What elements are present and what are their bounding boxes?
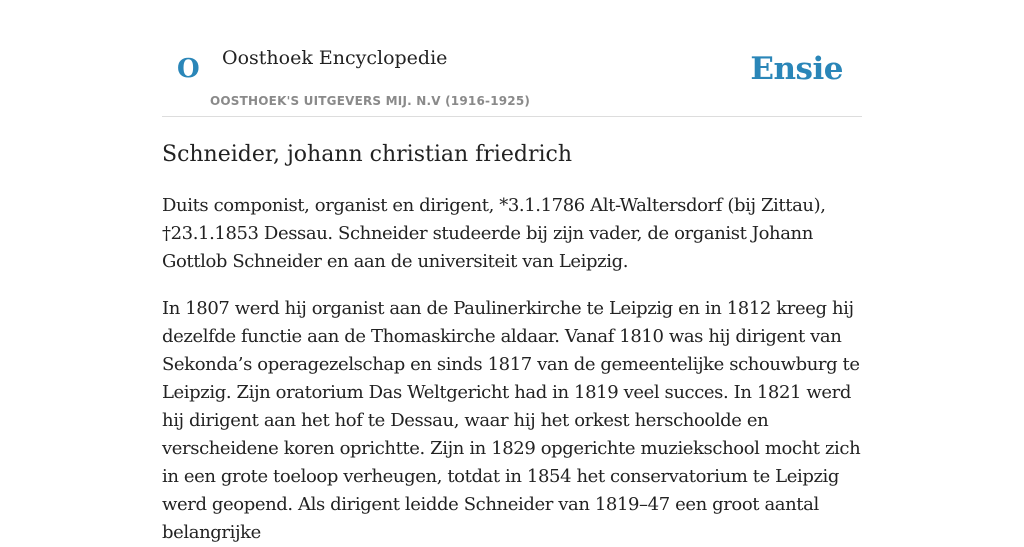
site-header	[162, 0, 862, 117]
site-title[interactable]: Oosthoek Encyclopedie	[222, 47, 448, 69]
page	[162, 0, 862, 543]
logo-mark[interactable]: O	[177, 54, 200, 84]
entry-title: Schneider, johann christian friedrich	[162, 142, 572, 167]
article-paragraph: In 1807 werd hij organist aan de Paulinerkirche te Leipzig en in 1812 kreeg hij dezelfde functie aan de Thomaskirche aldaar. Vanaf 1810 was hij dirigent van Sekonda’s operagezelschap en sinds 1817 van de gemeentelijke schouwburg te Leipzig. Zijn oratorium Das Weltgericht had in 1819 veel succes. In 1821 werd hij dirigent aan het hof te Dessau, waar hij het orkest herschoolde en verscheidene koren oprichtte. Zijn in 1829 opgerichte muziekschool mocht zich in een grote toeloop verheugen, totdat in 1854 het conservatorium te Leipzig werd geopend. Als dirigent leidde Schneider van 1819–47 een groot aantal belangrijke	[162, 298, 861, 543]
brand-logo-link[interactable]: Ensie	[750, 51, 843, 87]
article-paragraph: Duits componist, organist en dirigent, *3.1.1786 Alt-Waltersdorf (bij Zittau), †23.1.1853 Dessau. Schneider studeerde bij zijn vader, de organist Johann Gottlob Schneider en aan de universiteit van Leipzig.	[162, 195, 826, 272]
site-subtitle: OOSTHOEK'S UITGEVERS MIJ. N.V (1916-1925)	[210, 94, 531, 108]
